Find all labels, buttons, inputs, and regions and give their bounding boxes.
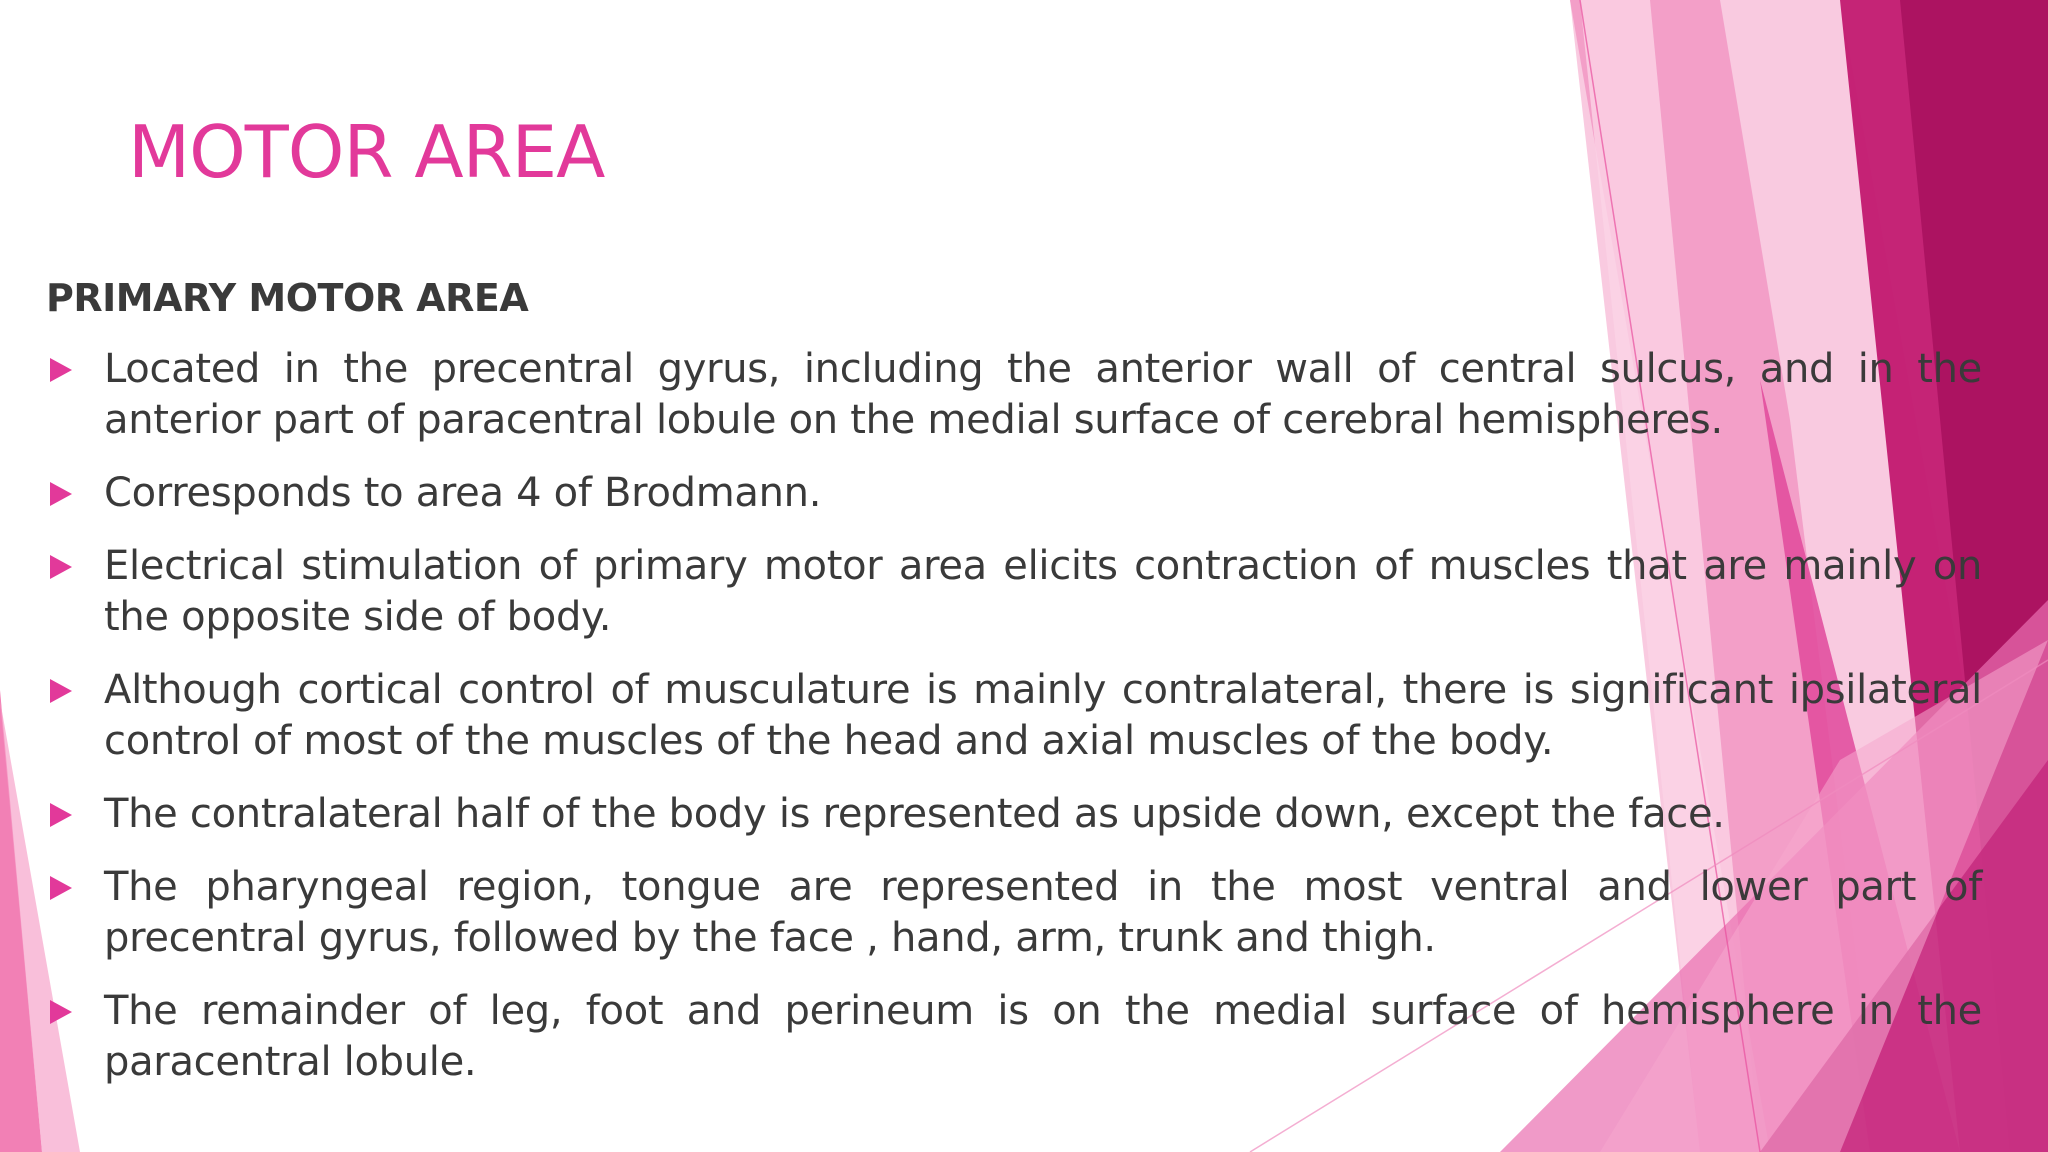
- slide-content: [46, 276, 1982, 1110]
- slide-title: MOTOR AREA: [128, 110, 605, 194]
- bullet-item: [46, 789, 1982, 840]
- bullet-text: Although cortical control of musculature is mainly contralateral, there is significant ipsilateral control of most of the muscles of the head and axial muscles of the body.: [104, 667, 1982, 764]
- section-heading: PRIMARY MOTOR AREA: [46, 276, 529, 320]
- triangle-right-icon: [50, 876, 72, 900]
- triangle-right-icon: [50, 358, 72, 382]
- bullet-text: The pharyngeal region, tongue are represented in the most ventral and lower part of precentral gyrus, followed by the face , hand, arm, trunk and thigh.: [104, 864, 1982, 961]
- bullet-text: Corresponds to area 4 of Brodmann.: [104, 470, 822, 516]
- bullet-item: [46, 344, 1982, 446]
- bullet-item: [46, 986, 1982, 1088]
- bullet-item: [46, 862, 1982, 964]
- bullet-list: [46, 344, 1982, 1088]
- bullet-text: Electrical stimulation of primary motor area elicits contraction of muscles that are mainly on the opposite side of body.: [104, 543, 1982, 640]
- bullet-item: [46, 665, 1982, 767]
- bullet-text: The contralateral half of the body is represented as upside down, except the face.: [104, 791, 1725, 837]
- bullet-item: [46, 468, 1982, 519]
- triangle-right-icon: [50, 679, 72, 703]
- triangle-right-icon: [50, 1000, 72, 1024]
- bullet-text: The remainder of leg, foot and perineum is on the medial surface of hemisphere in the paracentral lobule.: [104, 988, 1982, 1085]
- bullet-text: Located in the precentral gyrus, including the anterior wall of central sulcus, and in the anterior part of paracentral lobule on the medial surface of cerebral hemispheres.: [104, 346, 1982, 443]
- triangle-right-icon: [50, 482, 72, 506]
- bullet-item: [46, 541, 1982, 643]
- triangle-right-icon: [50, 803, 72, 827]
- triangle-right-icon: [50, 555, 72, 579]
